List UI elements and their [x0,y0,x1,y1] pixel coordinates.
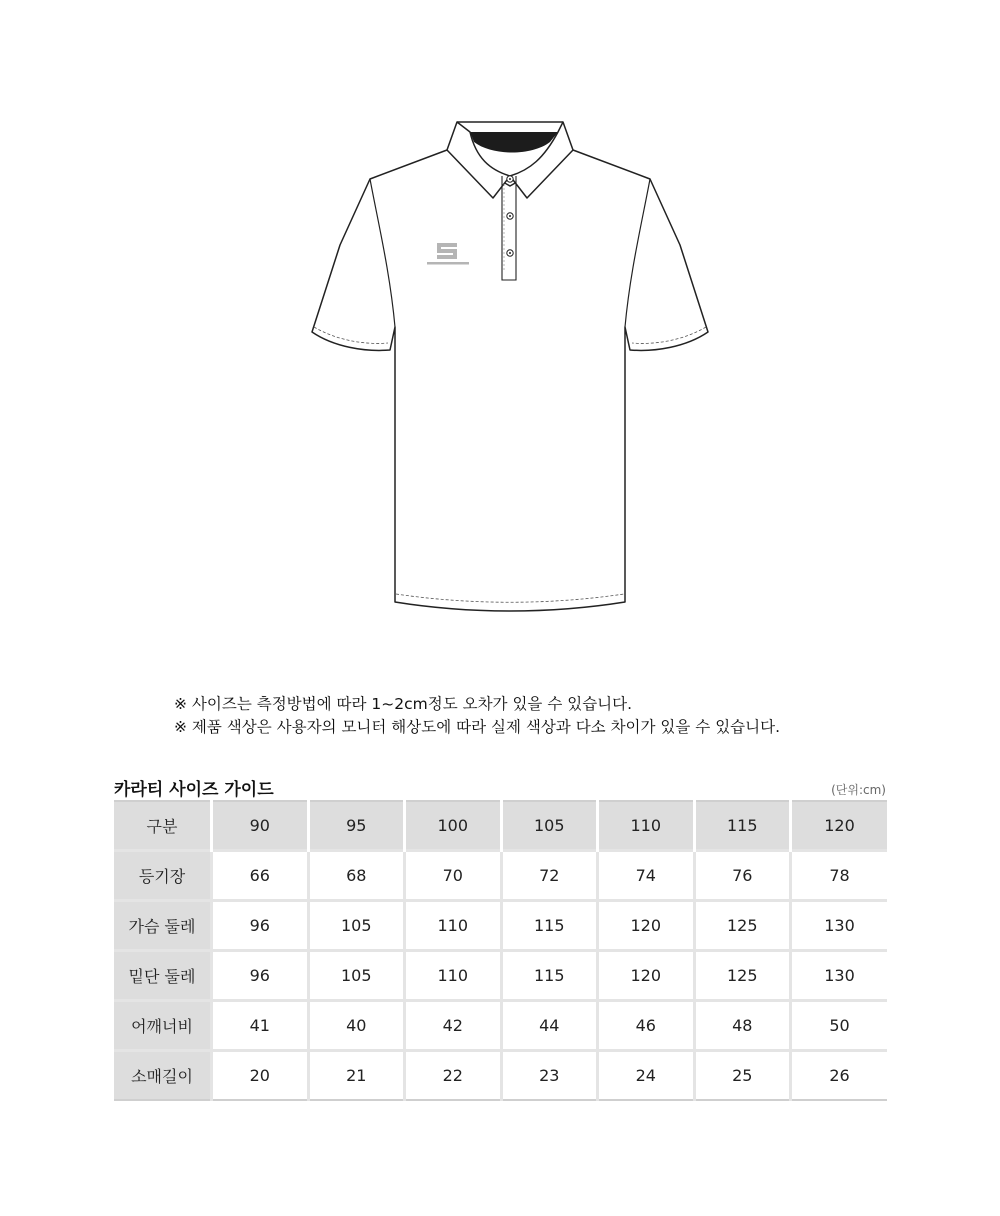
table-row [114,851,887,901]
table-cell: 41 [212,1001,309,1051]
table-cell: 96 [212,901,309,951]
note-measurement: ※ 사이즈는 측정방법에 따라 1~2cm정도 오차가 있을 수 있습니다. [174,695,633,713]
size-header: 120 [791,801,888,851]
collar-band [470,132,558,153]
table-cell: 42 [405,1001,502,1051]
table-cell: 96 [212,951,309,1001]
size-header: 110 [598,801,695,851]
size-header: 95 [308,801,405,851]
table-cell: 120 [598,951,695,1001]
table-cell: 20 [212,1051,309,1101]
table-cell: 23 [501,1051,598,1101]
table-cell: 110 [405,901,502,951]
table-cell: 22 [405,1051,502,1101]
row-label: 등기장 [114,851,212,901]
table-row [114,1051,887,1101]
table-cell: 105 [308,901,405,951]
size-header: 90 [212,801,309,851]
table-cell: 130 [791,951,888,1001]
header-label: 구분 [114,801,212,851]
table-cell: 68 [308,851,405,901]
table-cell: 66 [212,851,309,901]
table-cell: 26 [791,1051,888,1101]
table-cell: 50 [791,1001,888,1051]
table-cell: 120 [598,901,695,951]
table-cell: 48 [694,1001,791,1051]
table-cell: 125 [694,901,791,951]
table-cell: 115 [501,901,598,951]
table-cell: 105 [308,951,405,1001]
table-cell: 76 [694,851,791,901]
row-label: 밑단 둘레 [114,951,212,1001]
table-cell: 40 [308,1001,405,1051]
table-cell: 74 [598,851,695,901]
table-cell: 70 [405,851,502,901]
row-label: 소매길이 [114,1051,212,1101]
table-cell: 72 [501,851,598,901]
table-cell: 130 [791,901,888,951]
table-cell: 125 [694,951,791,1001]
table-cell: 110 [405,951,502,1001]
size-header: 105 [501,801,598,851]
table-cell: 46 [598,1001,695,1051]
table-row [114,901,887,951]
polo-shirt-drawing [300,112,720,622]
table-row [114,951,887,1001]
table-cell: 24 [598,1051,695,1101]
size-header: 115 [694,801,791,851]
size-guide-title: 카라티 사이즈 가이드 [114,780,274,800]
row-label: 가슴 둘레 [114,901,212,951]
size-notes [174,693,780,739]
polo-shirt-illustration [300,112,720,622]
row-label: 어깨너비 [114,1001,212,1051]
table-row [114,1001,887,1051]
table-cell: 25 [694,1051,791,1101]
note-color: ※ 제품 색상은 사용자의 모니터 해상도에 따라 실제 색상과 다소 차이가 있을 수 있습니다. [174,718,781,736]
size-header: 100 [405,801,502,851]
table-cell: 21 [308,1051,405,1101]
table-header-row [114,801,887,851]
table-cell: 78 [791,851,888,901]
size-table [114,800,887,1101]
table-cell: 115 [501,951,598,1001]
table-cell: 44 [501,1001,598,1051]
unit-label: (단위:cm) [831,783,886,797]
